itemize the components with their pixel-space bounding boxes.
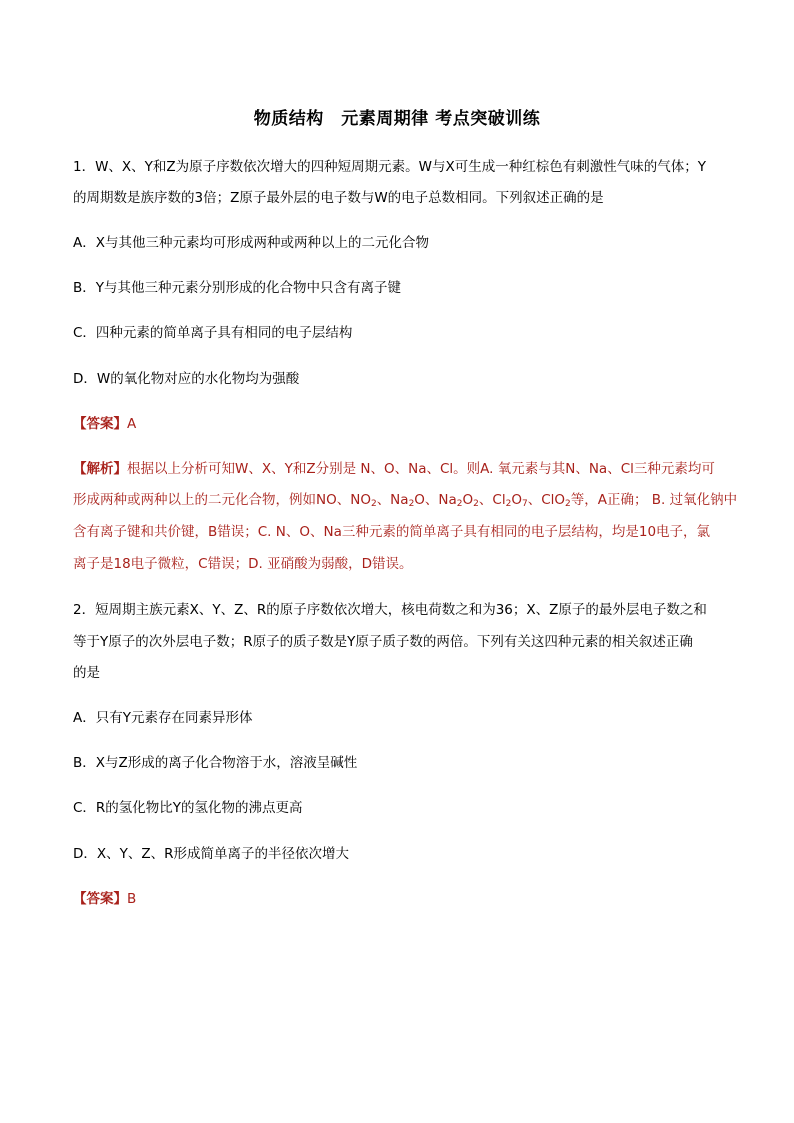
q1-analysis-line-3: 含有离子键和共价键，B错误；C. N、O、Na三种元素的简单离子具有相同的电子层结构，均是10电子，氯	[73, 524, 711, 540]
q1-analysis-line-1	[73, 460, 733, 478]
q1-analysis-text-2a: 形成两种或两种以上的二元化合物，例如NO、NO	[73, 492, 371, 508]
q1-option-c: C．四种元素的简单离子具有相同的电子层结构	[73, 325, 353, 341]
q2-option-b: B．X与Z形成的离子化合物溶于水，溶液呈碱性	[73, 755, 358, 771]
q1-analysis-line-4: 离子是18电子微粒，C错误；D. 亚硝酸为弱酸，D错误。	[73, 556, 413, 572]
q1-analysis-line-2: 形成两种或两种以上的二元化合物，例如NO、$NO_2$、$Na_2O$、$Na_2O_2$、$Cl_2O_7$、ClO$_2$等，A正确； B. 过氧化钠中	[73, 492, 738, 509]
q2-answer	[73, 890, 733, 908]
q2-answer-value: B	[127, 891, 137, 907]
q1-answer-label: 【答案】	[73, 416, 127, 432]
q1-option-a: A．X与其他三种元素均可形成两种或两种以上的二元化合物	[73, 235, 429, 251]
q1-stem-line-1: 1．W、X、Y和Z为原子序数依次增大的四种短周期元素。W与X可生成一种红棕色有刺激性气味的气体；Y	[73, 159, 707, 175]
q2-stem-line-2: 等于Y原子的次外层电子数；R原子的质子数是Y原子质子数的两倍。下列有关这四种元素的相关叙述正确	[73, 634, 693, 650]
q2-stem-line-3: 的是	[73, 665, 100, 681]
q2-answer-label: 【答案】	[73, 891, 127, 907]
q1-analysis-text-2b: 等，A正确； B. 过氧化钠中	[570, 492, 738, 508]
q1-answer-value: A	[127, 416, 137, 432]
q1-answer	[73, 415, 733, 433]
q2-stem-line-1: 2．短周期主族元素X、Y、Z、R的原子序数依次增大，核电荷数之和为36；X、Z原子的最外层电子数之和	[73, 602, 707, 618]
page-title: 物质结构 元素周期律 考点突破训练	[253, 109, 541, 129]
q1-stem-line-2: 的周期数是族序数的3倍；Z原子最外层的电子数与W的电子总数相同。下列叙述正确的是	[73, 190, 604, 206]
q1-analysis-text-1: 根据以上分析可知W、X、Y和Z分别是 N、O、Na、Cl。则A. 氧元素与其N、Na、Cl三种元素均可	[127, 461, 715, 477]
q1-analysis-label: 【解析】	[73, 461, 127, 477]
q1-option-b: B．Y与其他三种元素分别形成的化合物中只含有离子键	[73, 280, 402, 296]
q1-option-d: D．W的氧化物对应的水化物均为强酸	[73, 371, 300, 387]
q2-option-d: D．X、Y、Z、R形成简单离子的半径依次增大	[73, 846, 350, 862]
q2-option-c: C．R的氢化物比Y的氢化物的沸点更高	[73, 800, 303, 816]
q2-option-a: A．只有Y元素存在同素异形体	[73, 710, 253, 726]
